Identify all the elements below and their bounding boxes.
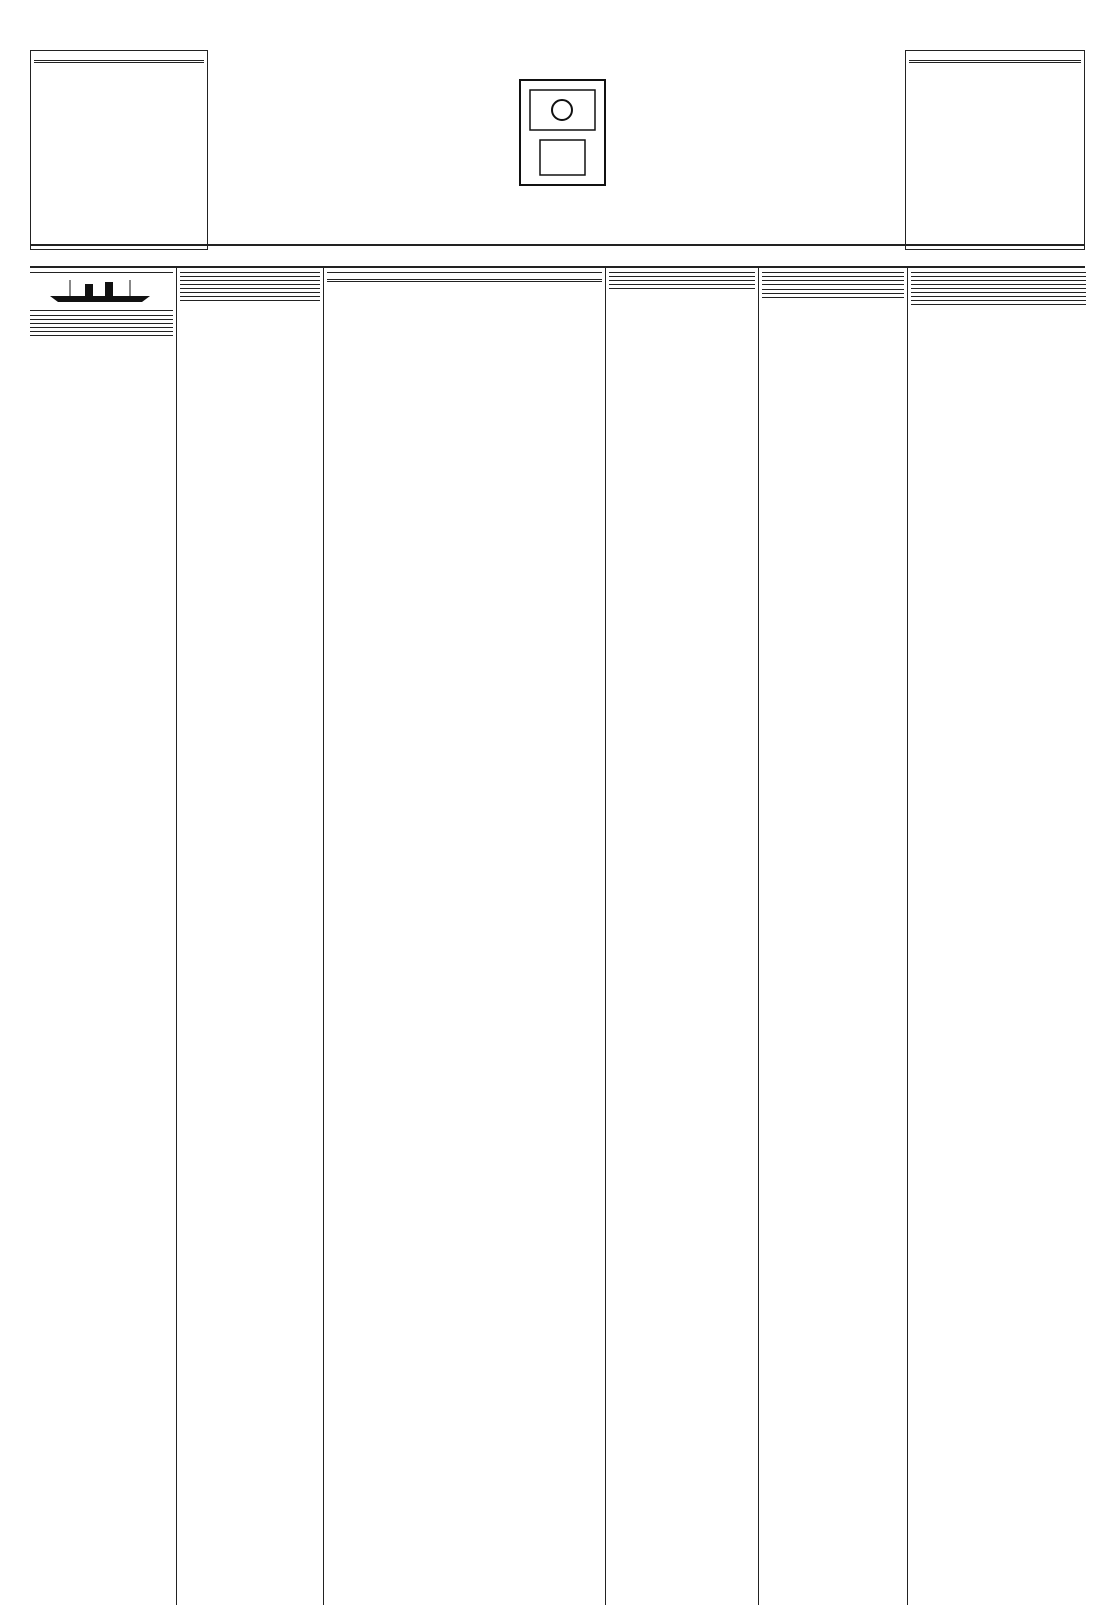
column-sporting <box>609 268 755 1607</box>
column-drapery <box>327 268 602 1607</box>
column-business-notices-3 <box>762 268 904 1607</box>
column-shipping <box>30 268 173 1607</box>
consultation-header <box>762 284 904 290</box>
business-notices-header-4 <box>911 268 1086 273</box>
masthead-right-box <box>905 50 1085 250</box>
sporting-top-amounts <box>609 276 755 277</box>
business-notices-header-2 <box>180 268 320 273</box>
dateline-bar <box>30 244 1085 268</box>
masthead-logo <box>225 40 900 210</box>
business-notices-header-3 <box>762 268 904 273</box>
shipping-header <box>30 268 173 273</box>
masthead-left-box <box>30 50 208 250</box>
steamship-icon <box>30 276 173 302</box>
telephone-title-art <box>225 40 900 210</box>
drapery-header <box>327 268 602 273</box>
column-business-notices <box>180 268 320 1607</box>
sporting-header <box>609 268 755 273</box>
column-business-notices-4 <box>911 268 1086 1607</box>
telephone-apparatus-icon <box>520 80 605 185</box>
business-notices-header <box>30 310 173 316</box>
